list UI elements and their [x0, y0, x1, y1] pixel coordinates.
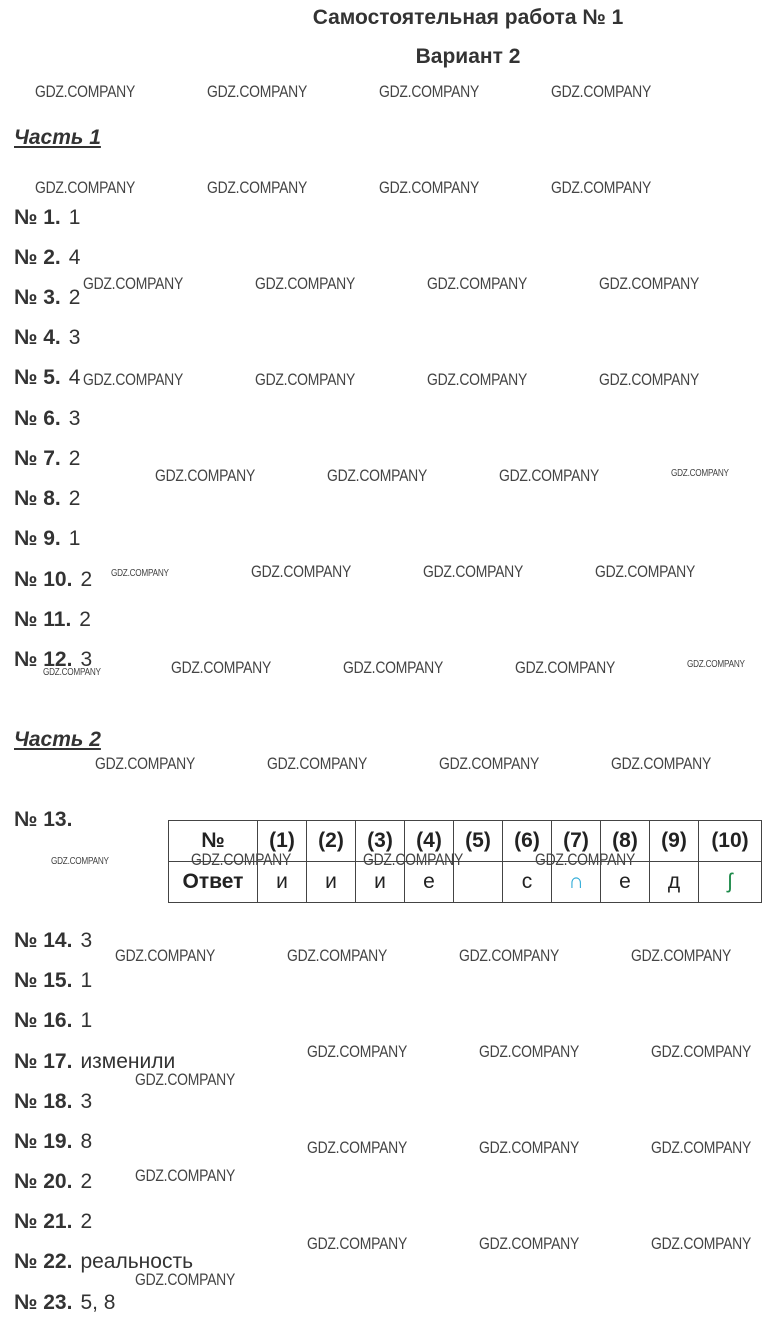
watermark: GDZ.COMPANY	[551, 178, 652, 197]
watermark: GDZ.COMPANY	[535, 850, 636, 869]
answer-11: № 11. 2	[14, 608, 91, 631]
table-col-4: (4)	[405, 821, 454, 862]
watermark: GDZ.COMPANY	[439, 754, 540, 773]
watermark: GDZ.COMPANY	[191, 850, 292, 869]
table-col-10: (10)	[699, 821, 762, 862]
watermark: GDZ.COMPANY	[327, 466, 428, 485]
table-col-2: (2)	[307, 821, 356, 862]
watermark: GDZ.COMPANY	[35, 82, 136, 101]
watermark: GDZ.COMPANY	[51, 856, 109, 867]
watermark: GDZ.COMPANY	[95, 754, 196, 773]
watermark: GDZ.COMPANY	[379, 178, 480, 197]
table-cell-2: и	[307, 862, 356, 903]
table-cell-10: ʃ	[699, 862, 762, 903]
watermark: GDZ.COMPANY	[551, 82, 652, 101]
table-header-label: №	[169, 821, 258, 862]
table-col-3: (3)	[356, 821, 405, 862]
table-col-1: (1)	[258, 821, 307, 862]
watermark: GDZ.COMPANY	[423, 562, 524, 581]
answer-12: № 12. 3	[14, 648, 93, 671]
watermark: GDZ.COMPANY	[459, 946, 560, 965]
answer-14: № 14. 3	[14, 929, 93, 952]
watermark: GDZ.COMPANY	[599, 274, 700, 293]
answer-23: № 23. 5, 8	[14, 1291, 116, 1314]
watermark: GDZ.COMPANY	[427, 370, 528, 389]
answer-3: № 3. 2	[14, 286, 81, 309]
answer-7: № 7. 2	[14, 447, 81, 470]
answer-20: № 20. 2	[14, 1170, 93, 1193]
watermark: GDZ.COMPANY	[479, 1042, 580, 1061]
answer-15: № 15. 1	[14, 969, 93, 992]
watermark: GDZ.COMPANY	[35, 178, 136, 197]
answer-2: № 2. 4	[14, 246, 81, 269]
table-col-6: (6)	[503, 821, 552, 862]
table-cell-1: и	[258, 862, 307, 903]
table-cell-6: с	[503, 862, 552, 903]
watermark: GDZ.COMPANY	[287, 946, 388, 965]
answer-22: № 22. реальность	[14, 1250, 194, 1273]
variant-subtitle: Вариант 2	[415, 45, 521, 68]
table-answer-label: Ответ	[169, 862, 258, 903]
answer-17: № 17. изменили	[14, 1050, 176, 1073]
watermark: GDZ.COMPANY	[267, 754, 368, 773]
answer-13-label: № 13.	[14, 808, 73, 831]
watermark: GDZ.COMPANY	[611, 754, 712, 773]
table-col-8: (8)	[601, 821, 650, 862]
watermark: GDZ.COMPANY	[111, 568, 169, 579]
answer-5: № 5. 4	[14, 366, 81, 389]
watermark: GDZ.COMPANY	[171, 658, 272, 677]
table-col-7: (7)	[552, 821, 601, 862]
page-title: Самостоятельная работа № 1	[312, 6, 624, 29]
watermark: GDZ.COMPANY	[651, 1138, 752, 1157]
answer-21: № 21. 2	[14, 1210, 93, 1233]
watermark: GDZ.COMPANY	[43, 667, 101, 678]
answer-16: № 16. 1	[14, 1009, 93, 1032]
watermark: GDZ.COMPANY	[83, 370, 184, 389]
table-cell-4: е	[405, 862, 454, 903]
watermark: GDZ.COMPANY	[135, 1070, 236, 1089]
watermark: GDZ.COMPANY	[631, 946, 732, 965]
table-col-5: (5)	[454, 821, 503, 862]
table-cell-3: и	[356, 862, 405, 903]
watermark: GDZ.COMPANY	[379, 82, 480, 101]
table-cell-8: е	[601, 862, 650, 903]
watermark: GDZ.COMPANY	[135, 1270, 236, 1289]
watermark: GDZ.COMPANY	[687, 659, 745, 670]
watermark: GDZ.COMPANY	[207, 82, 308, 101]
table-cell-9: д	[650, 862, 699, 903]
watermark: GDZ.COMPANY	[651, 1234, 752, 1253]
part2-heading: Часть 2	[14, 728, 101, 751]
watermark: GDZ.COMPANY	[671, 468, 729, 479]
watermark: GDZ.COMPANY	[515, 658, 616, 677]
watermark: GDZ.COMPANY	[255, 370, 356, 389]
watermark: GDZ.COMPANY	[479, 1234, 580, 1253]
watermark: GDZ.COMPANY	[499, 466, 600, 485]
watermark: GDZ.COMPANY	[251, 562, 352, 581]
answer-8: № 8. 2	[14, 487, 81, 510]
table-cell-7: ∩	[552, 862, 601, 903]
part1-heading: Часть 1	[14, 126, 101, 149]
watermark: GDZ.COMPANY	[307, 1138, 408, 1157]
watermark: GDZ.COMPANY	[479, 1138, 580, 1157]
table-col-9: (9)	[650, 821, 699, 862]
answer-4: № 4. 3	[14, 326, 81, 349]
watermark: GDZ.COMPANY	[307, 1042, 408, 1061]
watermark: GDZ.COMPANY	[115, 946, 216, 965]
answer-6: № 6. 3	[14, 407, 81, 430]
watermark: GDZ.COMPANY	[363, 850, 464, 869]
answer-1: № 1. 1	[14, 206, 81, 229]
answer-19: № 19. 8	[14, 1130, 93, 1153]
watermark: GDZ.COMPANY	[155, 466, 256, 485]
answer-9: № 9. 1	[14, 527, 81, 550]
watermark: GDZ.COMPANY	[255, 274, 356, 293]
watermark: GDZ.COMPANY	[595, 562, 696, 581]
watermark: GDZ.COMPANY	[427, 274, 528, 293]
answer-10: № 10. 2	[14, 568, 93, 591]
watermark: GDZ.COMPANY	[83, 274, 184, 293]
watermark: GDZ.COMPANY	[343, 658, 444, 677]
watermark: GDZ.COMPANY	[207, 178, 308, 197]
watermark: GDZ.COMPANY	[651, 1042, 752, 1061]
answer-18: № 18. 3	[14, 1090, 93, 1113]
watermark: GDZ.COMPANY	[307, 1234, 408, 1253]
watermark: GDZ.COMPANY	[599, 370, 700, 389]
watermark: GDZ.COMPANY	[135, 1166, 236, 1185]
